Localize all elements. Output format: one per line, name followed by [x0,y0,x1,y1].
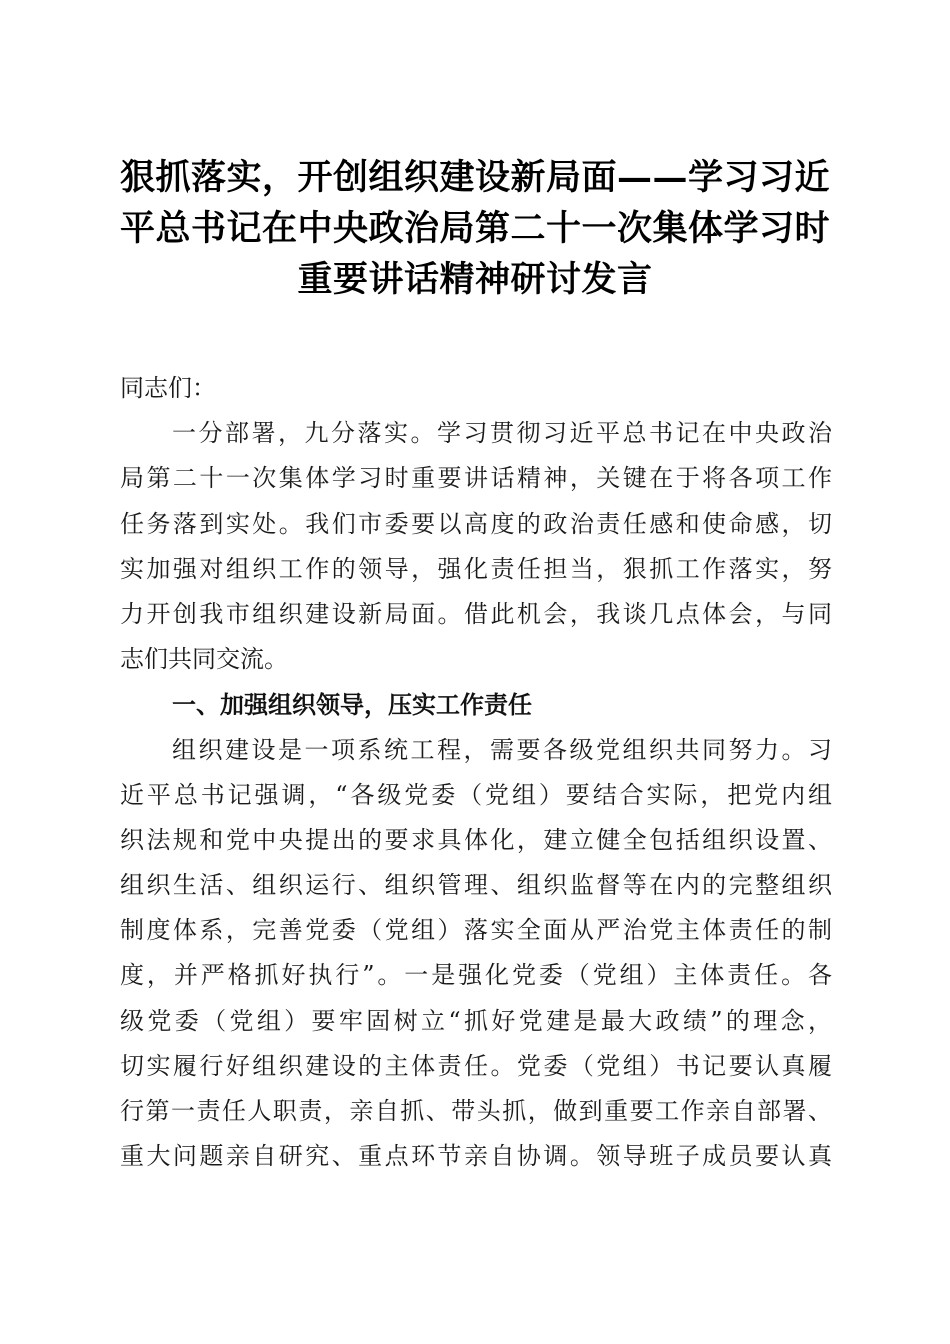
paragraph-2-line-2: 近平总书记强调，“各级党委（党组）要结合实际，把党内组 [120,780,832,809]
paragraph-1-line-4: 实加强对组织工作的领导，强化责任担当，狠抓工作落实，努 [120,554,832,583]
title-line-2: 平总书记在中央政治局第二十一次集体学习时 [119,208,830,249]
title-line-1: 狠抓落实，开创组织建设新局面——学习习近 [119,157,830,198]
document-body [120,366,832,1179]
paragraph-2-line-8: 切实履行好组织建设的主体责任。党委（党组）书记要认真履 [120,1051,832,1080]
paragraph-2-line-9: 行第一责任人职责，亲自抓、带头抓，做到重要工作亲自部署、 [120,1097,832,1125]
paragraph-2-line-5: 制度体系，完善党委（党组）落实全面从严治党主体责任的制 [120,916,832,945]
section-heading-1: 一、加强组织领导，压实工作责任 [172,690,532,720]
paragraph-1-line-5: 力开创我市组织建设新局面。借此机会，我谈几点体会，与同 [120,599,832,628]
title-line-3: 重要讲话精神研讨发言 [297,259,653,300]
paragraph-2-line-3: 织法规和党中央提出的要求具体化，建立健全包括组织设置、 [120,825,832,854]
salutation: 同志们： [120,374,216,402]
paragraph-1-line-6: 志们共同交流。 [120,645,288,674]
paragraph-2-line-10: 重大问题亲自研究、重点环节亲自协调。领导班子成员要认真 [120,1142,832,1171]
paragraph-2-line-4: 组织生活、组织运行、组织管理、组织监督等在内的完整组织 [120,871,832,900]
paragraph-2-line-1: 组织建设是一项系统工程，需要各级党组织共同努力。习 [172,735,832,764]
paragraph-2-line-6: 度，并严格抓好执行”。一是强化党委（党组）主体责任。各 [120,961,832,990]
paragraph-2-line-7: 级党委（党组）要牢固树立“抓好党建是最大政绩”的理念， [120,1006,832,1035]
paragraph-1-line-3: 任务落到实处。我们市委要以高度的政治责任感和使命感，切 [120,509,832,538]
paragraph-1-line-1: 一分部署，九分落实。学习贯彻习近平总书记在中央政治 [172,419,832,448]
paragraph-1-line-2: 局第二十一次集体学习时重要讲话精神，关键在于将各项工作 [120,464,832,493]
document-title [110,152,840,305]
